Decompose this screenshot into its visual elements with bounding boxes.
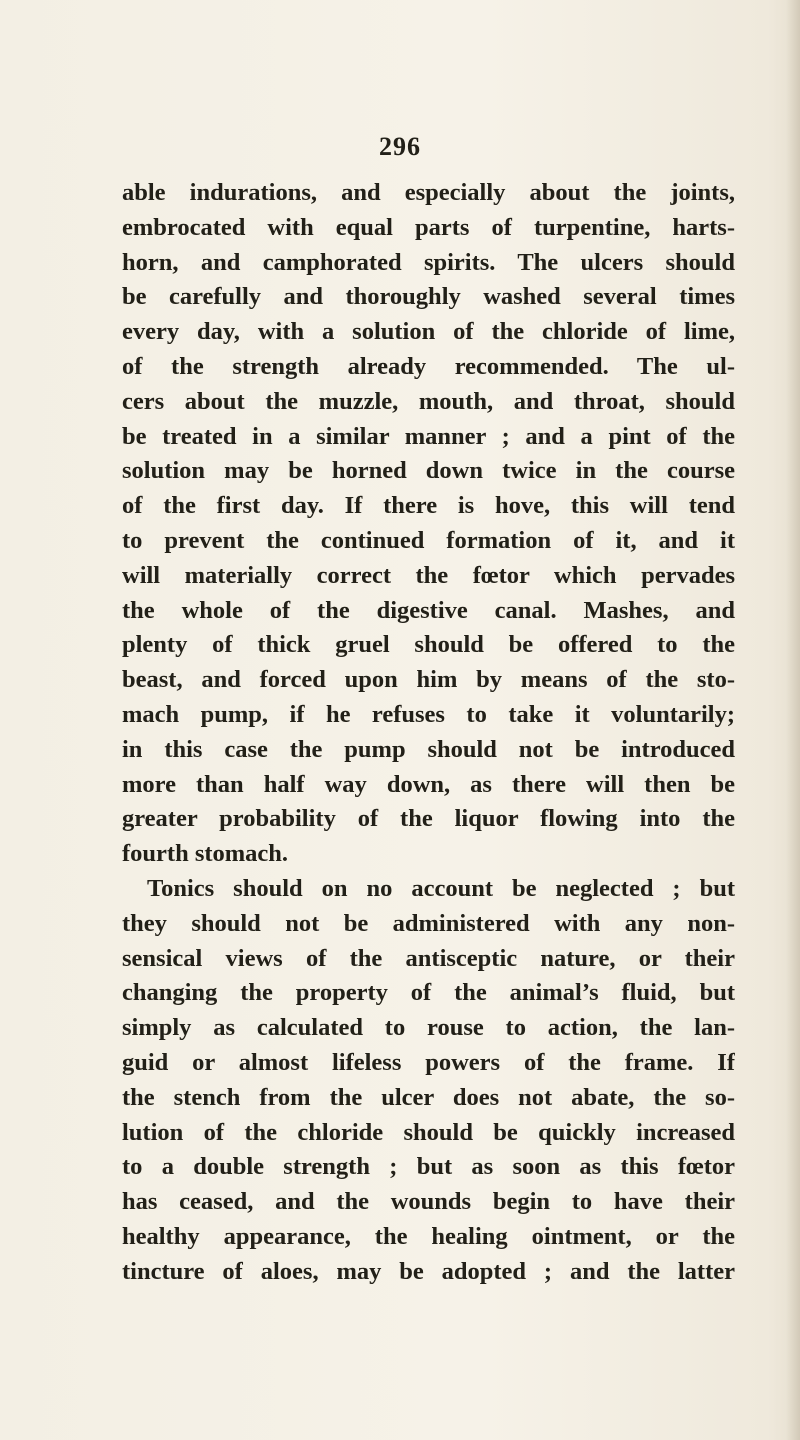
text-line: simply as calculated to rouse to action, the lan- [122, 1014, 735, 1042]
text-line: be treated in a similar manner ; and a pint of the [122, 422, 735, 450]
body-text [122, 176, 735, 1290]
text-line: embrocated with equal parts of turpentine, harts- [122, 213, 735, 241]
text-line: the whole of the digestive canal. Mashes, and [122, 596, 735, 624]
text-line: more than half way down, as there will then be [122, 770, 735, 798]
text-line: horn, and camphorated spirits. The ulcers should [122, 248, 735, 276]
text-line: to a double strength ; but as soon as this fœtor [122, 1153, 735, 1181]
text-line: will materially correct the fœtor which pervades [122, 561, 735, 589]
text-line: the stench from the ulcer does not abate, the so- [122, 1083, 735, 1111]
text-line: they should not be administered with any non- [122, 909, 735, 937]
page-number: 296 [379, 132, 421, 161]
text-line: healthy appearance, the healing ointment, or the [122, 1222, 735, 1250]
text-line: to prevent the continued formation of it, and it [122, 526, 735, 554]
text-line: able indurations, and especially about the joints, [122, 179, 735, 206]
text-line: changing the property of the animal’s fluid, but [122, 979, 735, 1007]
text-line: mach pump, if he refuses to take it voluntarily; [122, 700, 735, 728]
text-line: of the strength already recommended. The ul- [122, 352, 735, 380]
text-line: has ceased, and the wounds begin to have their [122, 1188, 735, 1216]
text-line: tincture of aloes, may be adopted ; and the latter [122, 1257, 735, 1285]
text-line: of the first day. If there is hove, this will tend [122, 492, 735, 520]
text-line: in this case the pump should not be introduced [122, 735, 735, 763]
text-line: be carefully and thoroughly washed several times [122, 283, 735, 311]
text-line: lution of the chloride should be quickly increased [122, 1118, 735, 1146]
text-line: cers about the muzzle, mouth, and throat, should [122, 387, 735, 415]
text-line: plenty of thick gruel should be offered to the [122, 631, 735, 659]
text-line: guid or almost lifeless powers of the frame. If [122, 1048, 735, 1076]
text-line: sensical views of the antisceptic nature, or their [122, 944, 735, 972]
text-line: every day, with a solution of the chloride of lime, [122, 318, 735, 346]
text-line: fourth stomach. [122, 840, 289, 868]
text-line: solution may be horned down twice in the course [122, 457, 735, 485]
text-line: greater probability of the liquor flowing into the [122, 805, 735, 833]
text-line: beast, and forced upon him by means of the sto- [122, 666, 735, 694]
text-line: Tonics should on no account be neglected ; but [147, 874, 735, 902]
page-edge-shadow [786, 0, 800, 1440]
